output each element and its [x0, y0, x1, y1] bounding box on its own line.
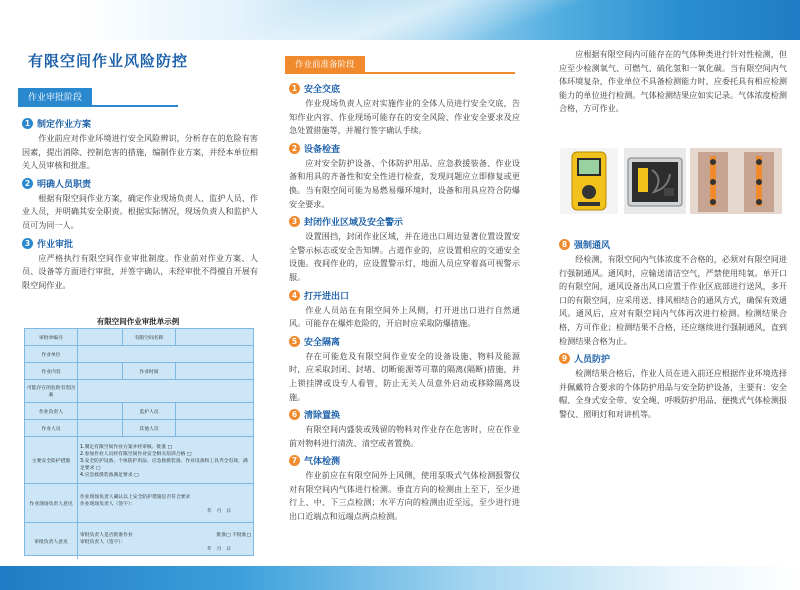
item-heading: 制定作业方案 — [37, 120, 92, 130]
prep-item-3: 3 封闭作业区域及安全警示 设置围挡，封闭作业区域，并在进出口周边显著位置设置安全警示标志或安全告知牌。占道作业的，应设置相应的交通安全设施。夜间作业的，应设置警示灯，地面人员应穿着高可视警示服。 — [285, 215, 520, 284]
prep-section-header — [285, 52, 520, 74]
item-heading: 人员防护 — [574, 355, 611, 366]
item-heading: 封闭作业区域及安全警示 — [304, 218, 404, 229]
item-text: 存在可能危及有限空间作业安全的设备设施、物料及能源时，应采取封闭、封堵、切断能源等可靠的隔离(隔断)措施，并上锁挂牌或设专人看管，防止无关人员意外启动或移除隔离设施。 — [289, 350, 520, 402]
gas-detection-continued-text: 应根据有限空间内可能存在的气体种类进行针对性检测，但应至少检测氧气、可燃气、硫化氢和一氧化碳。当有限空间内气体环境复杂，作业单位不具备检测能力时，应委托具有相应检测能力的单位进行检测。气体检测结果应如实记录。气体浓度检测合格，方可作业。 — [559, 49, 787, 114]
form-row: 作业单位 — [25, 346, 253, 363]
left-column — [18, 44, 258, 296]
item-text: 检测结果合格后，作业人员在进入前还应根据作业环境选择并佩戴符合要求的个体防护用品与安全防护设备，主要有：安全帽、全身式安全带、安全绳、呼吸防护用品、便携式气体检测报警仪、照明灯和对讲机等。 — [559, 368, 787, 419]
item-heading: 安全隔离 — [304, 337, 341, 348]
item-text: 根据有限空间作业方案，确定作业现场负责人、监护人员、作业人员，并明确其安全职责。根据实际情况，现场负责人和监护人员可为同一人。 — [22, 192, 258, 230]
section-label: 作业前准备阶段 — [285, 56, 365, 72]
prep-item-5: 5 安全隔离 存在可能危及有限空间作业安全的设备设施、物料及能源时，应采取封闭、封堵、切断能源等可靠的隔离(隔断)措施，并上锁挂牌或设专人看管，防止无关人员意外启动或移除隔离设施。 — [285, 335, 520, 404]
approval-item-1: 1 制定作业方案 作业前应对作业环境进行安全风险辨识，分析存在的危险有害因素，提出消除、控制危害的措施，编制作业方案，并经本单位相关人员审核和批准。 — [18, 117, 258, 173]
form-row: 作业现场负责人意见 作业现场负责人确认以上安全防护措施是否符合要求 作业现场负责人（签字）： 年 月 日 — [25, 484, 253, 523]
item-text: 设置围挡，封闭作业区域，并在进出口周边显著位置设置安全警示标志或安全告知牌。占道作业的，应设置相应的交通安全设施。夜间作业的，应设置警示灯，地面人员应穿着高可视警示服。 — [289, 231, 520, 282]
right-column — [555, 48, 787, 120]
item-heading: 明确人员职责 — [37, 179, 92, 190]
item-heading: 打开进出口 — [304, 291, 350, 302]
personal-protection-item: 9 人员防护 检测结果合格后，作业人员在进入前还应根据作业环境选择并佩戴符合要求的个体防护用品与安全防护设备，主要有：安全帽、全身式安全带、安全绳、呼吸防护用品、便携式气体检测报警仪、照明灯和对讲机等。 — [555, 352, 787, 421]
item-heading: 气体检测 — [304, 457, 341, 468]
prep-item-2: 2 设备检查 应对安全防护设备、个体防护用品、应急救援装备、作业设备和用具的齐备性和安全性进行检查，发现问题应立即修复或更换。当有限空间可能为易燃易爆环境时，设备和用具应符合防爆安全要求。 — [285, 142, 520, 211]
confined-space-diagram — [690, 148, 782, 214]
top-decor-shine — [0, 0, 800, 40]
item-heading: 清除置换 — [304, 411, 341, 422]
section-label: 作业审批阶段 — [18, 88, 92, 105]
form-row: 作业人员 其他人员 — [25, 420, 253, 437]
form-row: 可能存在的危险有害因素 — [25, 380, 253, 403]
approval-form-example — [24, 328, 254, 556]
item-text: 作业现场负责人应对实施作业的全体人员进行安全交底，告知作业内容、作业现场可能存在的安全风险、作业安全要求及应急处置措施等，并履行签字确认手续。 — [289, 98, 520, 136]
item-text: 应严格执行有限空间作业审批制度。作业前对作业方案、人员、设备等方面进行审批，并签字确认，未经审批不得擅自开展有限空间作业。 — [22, 252, 258, 290]
item-text: 作业前应对作业环境进行安全风险辨识，分析存在的危险有害因素，提出消除、控制危害的措施，编制作业方案，并经本单位相关人员审核和批准。 — [22, 133, 258, 171]
item-text: 作业人员站在有限空间外上风侧，打开进出口进行自然通风。可能存在爆炸危险的，开启时应采取防爆措施。 — [289, 304, 520, 329]
prep-item-4: 4 打开进出口 作业人员站在有限空间外上风侧，打开进出口进行自然通风。可能存在爆炸危险的，开启时应采取防爆措施。 — [285, 289, 520, 331]
item-text: 有限空间内盛装或残留的物料对作业存在危害时，应在作业前对物料进行清洗、清空或者置换。 — [289, 424, 520, 448]
form-row: 主要安全防护措施 1.制定有限空间作业方案并经审核、批准 □ 2.参加作业人员经有限空间作业安全相关培训合格 □ 3.安全防护设备、个体防护用品、应急救援装备、作业设备和工具齐全有效，满足要求 □ 4.应急救援装备满足要求 □ — [25, 437, 253, 484]
item-text: 作业前应在有限空间外上风侧，使用泵吸式气体检测报警仪对有限空间内气体进行检测。垂直方向的检测由上至下，至少进行上、中、下三点检测；水平方向的检测由近至远，至少进行进出口近端点和远端点两点检测。 — [289, 470, 520, 522]
form-row: 作业负责人 监护人员 — [25, 403, 253, 420]
detector-kit-photo — [624, 148, 686, 214]
form-row: 审批单编号 有限空间名称 — [25, 329, 253, 346]
middle-column — [285, 52, 520, 528]
prep-item-1: 1 安全交底 作业现场负责人应对实施作业的全体人员进行安全交底，告知作业内容、作业现场可能存在的安全风险、作业安全要求及应急处置措施等，并履行签字确认手续。 — [285, 82, 520, 138]
item-heading: 作业审批 — [37, 239, 74, 250]
right-items — [555, 234, 787, 426]
form-row: 作业内容 作业时间 — [25, 363, 253, 380]
form-row: 审批负责人意见 审批负责人是否批准作业 批准□ 不批准□ 审批负责人（签字）： 年 月 日 — [25, 523, 253, 559]
prep-item-6: 6 清除置换 有限空间内盛装或残留的物料对作业存在危害时，应在作业前对物料进行清洗、清空或者置换。 — [285, 408, 520, 450]
item-text: 应对安全防护设备、个体防护用品、应急救援装备、作业设备和用具的齐备性和安全性进行检查，发现问题应立即修复或更换。当有限空间可能为易燃易爆环境时，设备和用具应符合防爆安全要求。 — [289, 157, 520, 209]
form-title: 有限空间作业审批单示例 — [96, 317, 180, 326]
approval-item-2: 2 明确人员职责 根据有限空间作业方案，确定作业现场负责人、监护人员、作业人员，并明确其安全职责。根据实际情况，现场负责人和监护人员可为同一人。 — [18, 177, 258, 233]
item-heading: 设备检查 — [304, 144, 341, 155]
item-heading: 安全交底 — [304, 85, 341, 95]
prep-item-7: 7 气体检测 作业前应在有限空间外上风侧，使用泵吸式气体检测报警仪对有限空间内气体进行检测。垂直方向的检测由上至下，至少进行上、中、下三点检测；水平方向的检测由近至远，至少进行进出口近端点和远端点两点检测。 — [285, 454, 520, 523]
approval-item-3: 3 作业审批 应严格执行有限空间作业审批制度。作业前对作业方案、人员、设备等方面进行审批，并签字确认，未经审批不得擅自开展有限空间作业。 — [18, 237, 258, 293]
item-text: 经检测，有限空间内气体浓度不合格的，必须对有限空间进行强制通风。通风时，应输送清洁空气，严禁使用纯氧。单开口的有限空间，通风设备出风口应置于作业区底部进行送风，多开口的有限空间，应采用送、排风相结合的通风方式，确保有效通风。通风后，应对有限空间内气体再次进行检测。检测结果合格，方可作业；检测结果不合格，还应继续进行强制通风，直到检测结果合格为止。 — [559, 254, 787, 346]
item-heading: 强制通风 — [574, 241, 611, 251]
ventilation-item: 8 强制通风 经检测，有限空间内气体浓度不合格的，必须对有限空间进行强制通风。通风时，应输送清洁空气，严禁使用纯氧。单开口的有限空间，通风设备出风口应置于作业区底部进行送风，多开口的有限空间，应采用送、排风相结合的通风方式，确保有效通风。通风后，应对有限空间内气体再次进行检测。检测结果合格，方可作业；检测结果不合格，还应继续进行强制通风，直到检测结果合格为止。 — [555, 238, 787, 348]
bottom-decor-band — [0, 566, 800, 590]
gas-detector-photo — [560, 148, 618, 214]
page-title: 有限空间作业风险防控 — [28, 52, 189, 70]
approval-section-header — [18, 85, 258, 107]
